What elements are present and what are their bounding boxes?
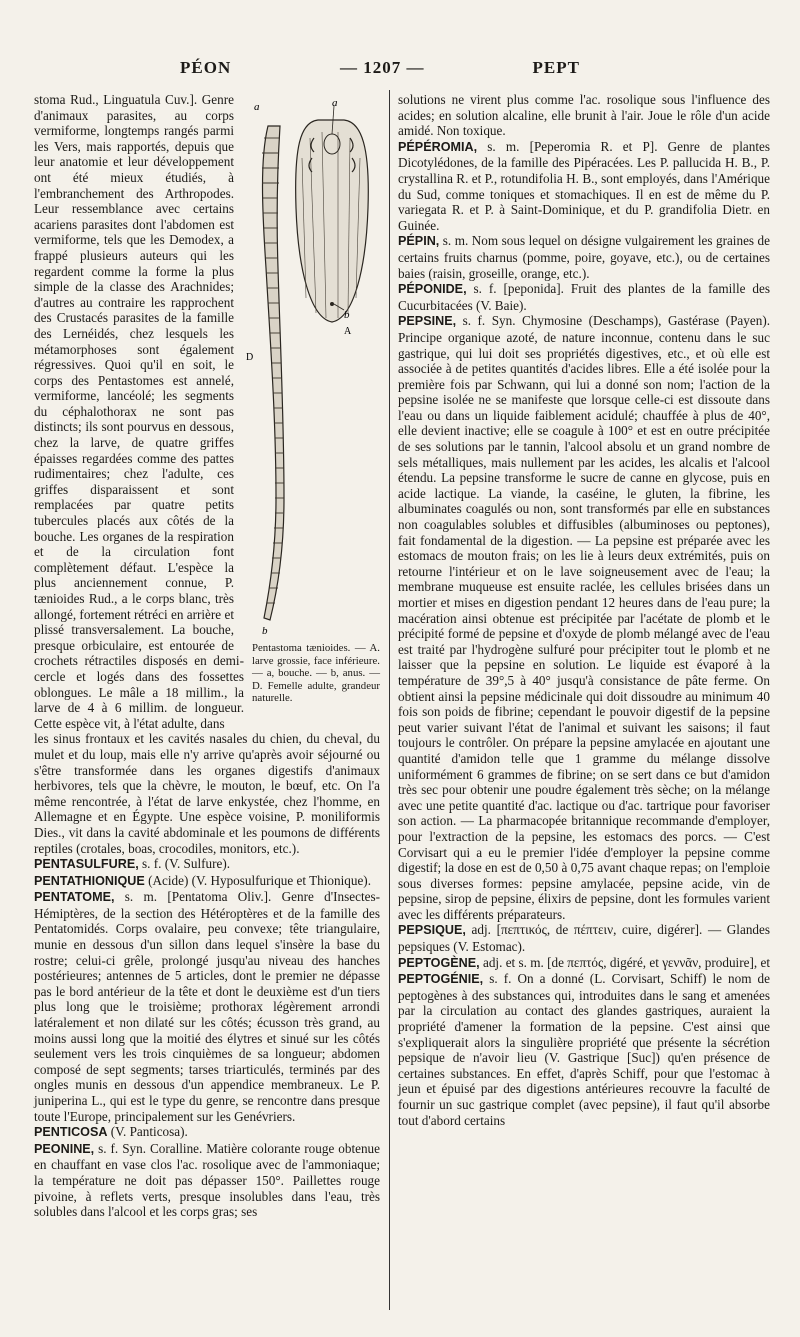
figure-caption: Pentastoma tænioides. — A. larve grossie, face inférieure. — a, bouche. — b, anus. — D. Femelle adulte, grandeur naturelle. <box>252 642 380 705</box>
headword-pentatome: PENTATOME, <box>34 890 115 905</box>
label-b-larva: b <box>344 309 350 321</box>
entry-pentathionique <box>34 873 380 890</box>
larva-body <box>296 120 369 322</box>
headword-pepsique: PEPSIQUE, <box>398 923 466 938</box>
headword-penticosa: PENTICOSA <box>34 1125 108 1140</box>
headword-peperomia: PÉPÉROMIA, <box>398 139 478 154</box>
larva-anus <box>330 302 334 306</box>
definition-pepsique: adj. [πεπτικός, de πέπτειν, cuire, digérer]. — Glandes pepsiques (V. Estomac). <box>398 922 770 955</box>
definition-pentasulfure: s. f. (V. Sulfure). <box>142 856 231 872</box>
headword-pentasulfure: PENTASULFURE, <box>34 857 139 872</box>
label-b-adult: b <box>262 625 268 637</box>
page-number: — 1207 — <box>340 58 425 77</box>
entry-pentasulfure <box>34 856 380 873</box>
entry-pepin <box>398 233 770 281</box>
definition-peperomia: s. m. [Peperomia R. et P]. Genre de plantes Dicotylédones, de la famille des Pipéracées. Les P. pallucida H. B., P. crystallina R. et P., rotundifolia H. B., sont employés, dans l'Amérique du Sud, comme toniques et stomachiques. Il en est de même du P. variegata R. et P. à Saint-Dominique, et du P. grandifolia Dietr. en Guinée. <box>398 138 771 233</box>
entry-pentatome <box>34 889 380 1124</box>
pentastoma-illustration <box>240 98 380 638</box>
headword-pepin: PÉPIN, <box>398 234 440 249</box>
entry-peonine-continued: solutions ne virent plus comme l'ac. rosolique sous l'influence des acides; en solution alcaline, elle brunit à l'air. Joue le rôle d'un acide amidé. Non toxique. <box>398 92 770 139</box>
entry-pentastoma-text: stoma Rud., Linguatula Cuv.]. Genre d'animaux parasites, au corps vermiforme, longtemps rangés parmi les Vers, mais rapportés, depuis que leur anatomie et leur développement ont été mieux étudiés, à l'embranchement des Arthropodes. Leur ressemblance avec certains acariens parasites dont l'abdomen est vermiforme, tels que les Demodex, a frappé plusieurs auteurs qui les regardent comme la forme la plus simple de la classe des Arachnides; d'autres au contraire les rapprochent des Crustacés parasites de la famille des Lernéidés, chez lesquels les métamorphoses sont également régressives. Quoi qu'il en soit, le corps des Pentastomes est annelé, vermiforme, lancéolé; les segments du céphalothorax ne sont pas distincts; ils sont pourvus en dessous, chez la larve, de quatre griffes épaisses regardées comme des pattes rudimentaires; chez l'adulte, ces griffes disparaissent et sont remplacées par quatre petits tubercules placés aux côtés de la bouche. Les organes de la respiration et de la circulation font complètement défaut. L'espèce la plus anciennement connue, P. tænioides Rud., a le corps blanc, très allongé, fortement rétréci en arrière et plissé transversalement. La bouche, presque orbiculaire, est entourée de crochets rétractiles disposés en demi-cercle et logés dans des fossettes oblongues. Le mâle a 18 millim., la larve de 4 à 6 millim. de longueur. Cette espèce vit, à l'état adulte, dans <box>34 92 244 731</box>
label-a-right: a <box>332 98 338 109</box>
headword-pepsine: PEPSINE, <box>398 314 457 329</box>
entry-peonine <box>34 1141 380 1220</box>
running-head <box>40 58 760 84</box>
pentastoma-figure <box>240 98 380 638</box>
entry-peperomia <box>398 139 770 234</box>
headword-peptogenie: PEPTOGÉNIE, <box>398 972 484 987</box>
entry-peponide <box>398 281 770 313</box>
definition-pentatome: s. m. [Pentatoma Oliv.]. Genre d'Insectes-Hémiptères, de la section des Hétéroptères et de la famille des Pentatomidés. Corps ovalaire, peu convexe; tête triangulaire, munie en dessous d'un sillon dans lequel s'insère la base du rostre; celui-ci grêle, prolongé jusqu'au niveau des hanches postérieures; antennes de 5 articles, dont le premier ne dépasse pas le bord antérieur de la tête et dont le deuxième est d'un tiers plus long que le troisième; prothorax légèrement arrondi latéralement et non dilaté sur les côtés; écusson très grand, au moins aussi long que la moitié des élytres et sinué sur les côtés seulement vers les trois cinquièmes de sa longueur; abdomen composé de sept segments; tarses triarticulés, terminés par des ongles munis en dessous d'un appendice membraneux. Le P. juniperina L., qui est le type du genre, se rencontre dans presque toute l'Europe, principalement sur les Genévriers. <box>34 889 380 1124</box>
entry-peptogene <box>398 955 770 1129</box>
adult-worm-body <box>263 126 285 620</box>
definition-peponide: s. f. [peponida]. Fruit des plantes de la famille des Cucurbitacées (V. Baie). <box>398 281 771 313</box>
column-divider <box>389 90 390 1310</box>
definition-peptogenie: s. f. On a donné (L. Corvisart, Schiff) le nom de peptogènes à des substances qui, introduites dans le sang et amenées par la circulation au contact des glandes gastriques, auraient la propriété d'amener la formation de la pepsine. C'est ainsi que s'expliquerait alors la singulière propriété que présente la sécrétion pepsique de n'avoir lieu (V. Gastrique [Suc]) qu'en présence de certaines substances. En effet, d'après Schiff, pour que l'estomac à jeun et épuisé par des digestions antérieures recouvre la faculté de fournir un suc gastrique complet (avec pepsine), il faut qu'il absorbe tout d'abord certains <box>398 971 770 1128</box>
definition-pepin: s. m. Nom sous lequel on désigne vulgairement les graines de certains fruits charnus (pomme, poire, goyave, etc.), ou de certaines baies (raisin, groseille, orange, etc.). <box>398 233 770 281</box>
header-left-word: PÉON <box>180 58 232 77</box>
headword-peptogene: PEPTOGÈNE, <box>398 955 480 970</box>
entry-penticosa <box>34 1124 380 1141</box>
definition-penticosa: (V. Panticosa). <box>110 1124 188 1140</box>
entry-pentastoma-continued: les sinus frontaux et les cavités nasales du chien, du cheval, du mulet et du loup, mais elle n'y arrive qu'après avoir séjourné ou s'être transformée dans les organes digestifs d'animaux herbivores, tels que la chèvre, le mouton, le bœuf, etc. On l'a même rencontrée, à l'état de larve enkystée, chez l'homme, en Allemagne et en Égypte. Une espèce voisine, P. moniliformis Dies., vit dans la cavité abdominale et les poumons de différents reptiles (crotales, boas, crocodiles, monitors, etc.). <box>34 731 380 856</box>
left-column <box>34 92 380 1220</box>
headword-pentathionique: PENTATHIONIQUE <box>34 873 145 888</box>
definition-peonine: s. f. Syn. Coralline. Matière colorante rouge obtenue en chauffant en vase clos l'ac. rosolique avec de l'ammoniaque; la température ne doit pas dépasser 150°. Paillettes rouge pivoine, à reflets verts, presque insolubles dans l'eau, très solubles dans l'alcool et les corps gras; ses <box>34 1140 380 1220</box>
label-a-left: a <box>254 101 260 113</box>
right-column <box>398 92 770 1128</box>
header-right-word: PEPT <box>532 58 580 77</box>
definition-pepsine: s. f. Syn. Chymosine (Deschamps), Gastérase (Payen). Principe organique azoté, de nature inconnue, contenu dans le suc gastrique, qui lui doit ses propriétés digestives, etc., et où elle est associée à de petites quantités d'acides libres. Elle a été isolée pour la première fois par Schwann, qui lui a donné son nom; l'action de la pepsine isolée ne se manifeste que lorsque celle-ci est dissoute dans l'eau ou dans un liquide faiblement acidulé; chauffée à plus de 40°, elle devient inactive; elle se coagule à 100° et est en outre précipitée de ses solutions par le tannin, l'alcool absolu et un grand nombre de sels métalliques, mais nullement par les acides, les alcalis et l'alcool étendu. La pepsine transforme le sucre de canne en glycose, puis en acide lactique. La viande, la caséine, le gluten, la fibrine, les albuminates coagulés ou non, sont transformés par elle en substances non coagulables solubles et diffusibles (albuminoses ou peptones), fait fondamental de la digestion. — La pepsine est préparée avec les estomacs de mouton frais; on les lie à leurs deux extrémités, puis on retourne l'intérieur et on le lave soigneusement avec de l'eau; la membrane muqueuse est ensuite raclée, les cellules brisées dans un mortier et mises en digestion pendant 12 heures dans de l'eau pure; la macération ainsi obtenue est précipitée par l'acétate de plomb et le précipité formé de pepsine et d'oxyde de plomb mélangé avec de l'eau est traité par l'hydrogène sulfuré pour précipiter tout le plomb et ne laisser que la pepsine en solution. Le liquide est évaporé à la température de 39°,5 à 40° jusqu'à consistance de pâte ferme. On obtient ainsi la pepsine médicinale qui doit dissoudre au minimum 40 fois son poids de fibrine; cependant le pouvoir digestif de la pepsine peut varier suivant l'état de l'animal et suivant les saisons; il faut toujours le contrôler. On prépare la pepsine amylacée en ajoutant une quantité d'amidon telle que 1 gramme du mélange dissolve uniformément 6 grammes de fibrine; on se sert dans ce but d'amidon très sec pour obtenir une poudre également très sèche; on la mélange avec une petite quantité d'ac. lactique ou d'ac. tartrique pour favoriser son action. — La pharmacopée britannique recommande d'employer, pour l'extraction de la pepsine, les estomacs des porcs. — C'est Corvisart qui a eu le premier l'idée d'employer la pepsine comme digestif; la dose en est de 0,50 à 0,75 avant chaque repas; on l'emploie sous diverses formes: pepsine amylacée, pepsine acide, vin de pepsine, sirop de pepsine, élixirs de pepsine, dont les formules varient avec les différents préparateurs. <box>398 313 771 922</box>
definition-peptogene: adj. et s. m. [de πεπτός, digéré, et γεννᾶν, produire], et <box>482 954 770 970</box>
entry-pepsine <box>398 313 770 922</box>
headword-peonine: PEONINE, <box>34 1141 95 1156</box>
headword-peponide: PÉPONIDE, <box>398 282 467 297</box>
label-A: A <box>344 326 352 337</box>
definition-pentathionique: (Acide) (V. Hyposulfurique et Thionique). <box>148 872 371 888</box>
label-D: D <box>246 352 254 363</box>
entry-pepsique <box>398 922 770 954</box>
